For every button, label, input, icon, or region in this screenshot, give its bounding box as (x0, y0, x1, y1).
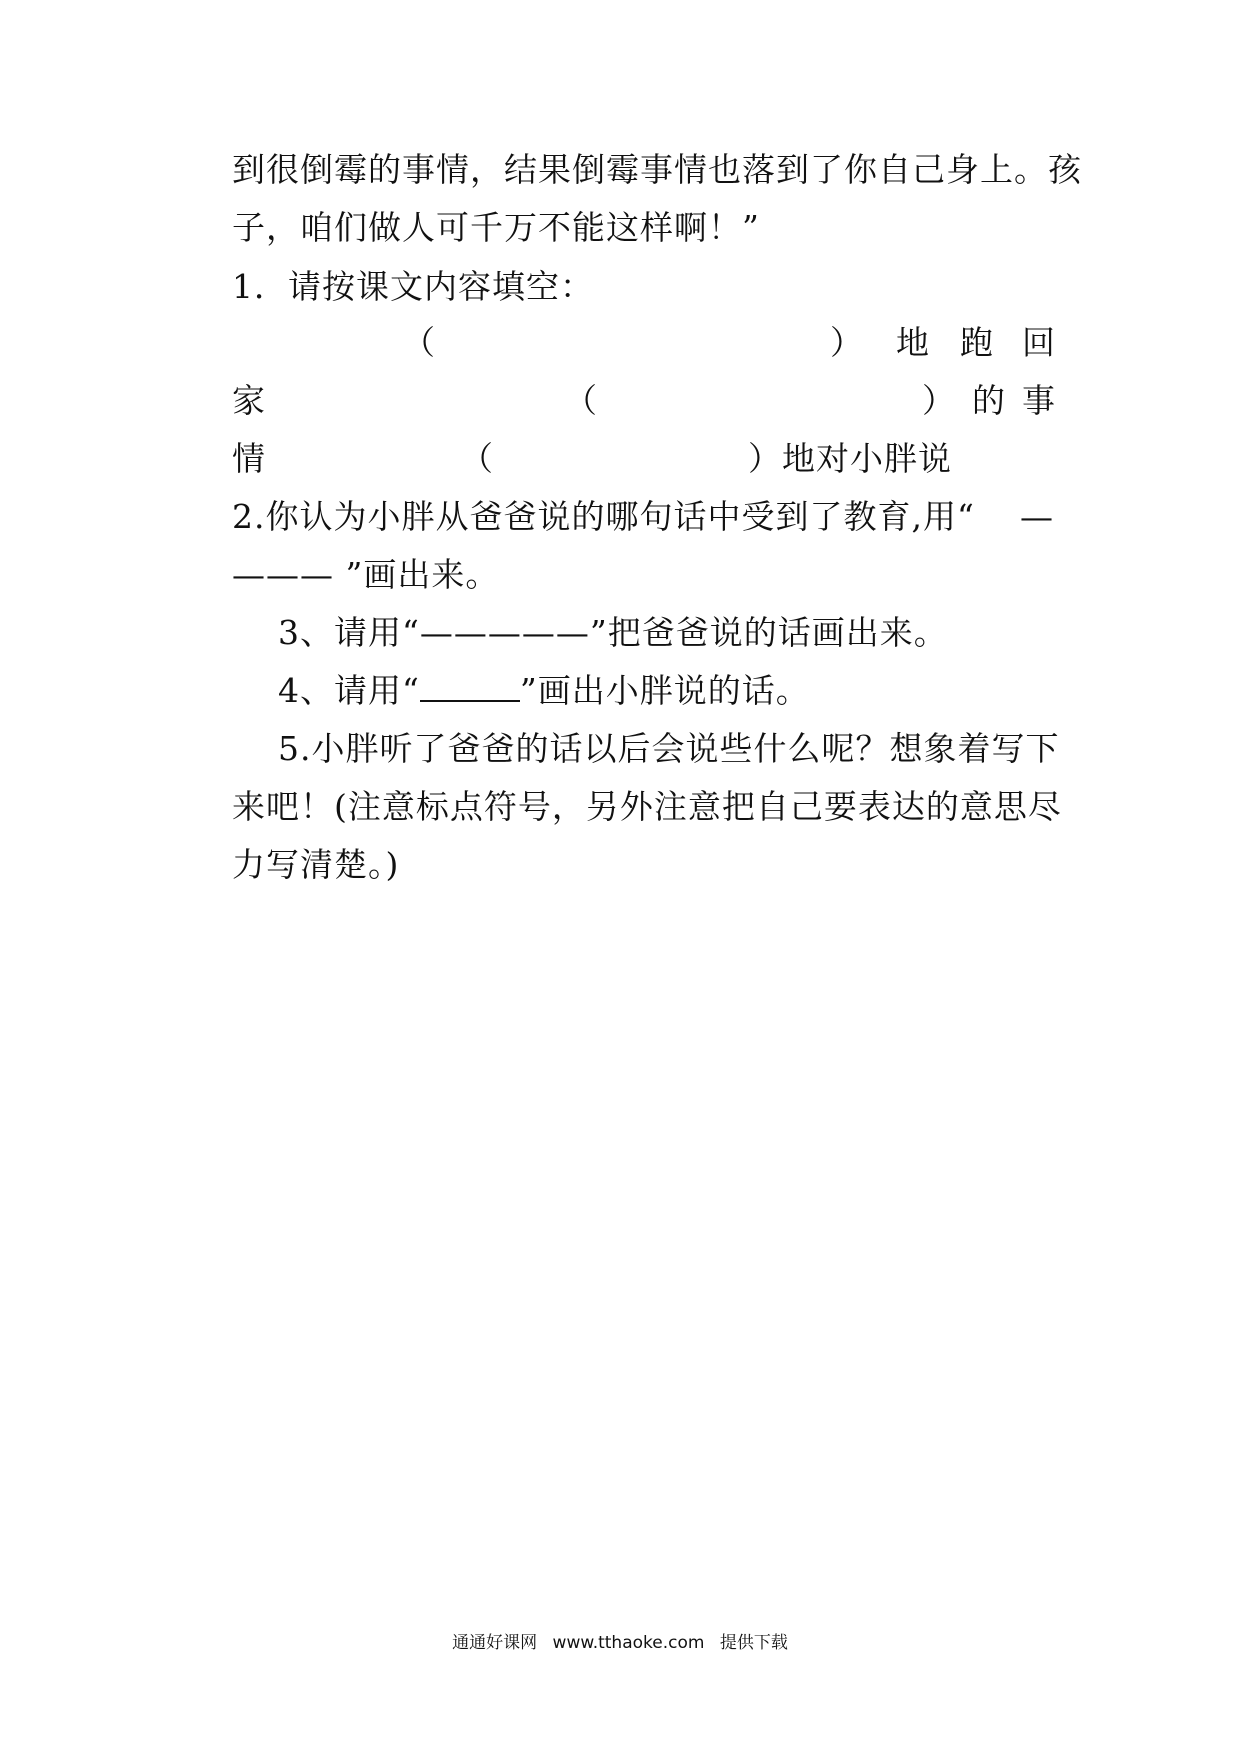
blank-close-paren: ） (922, 381, 956, 420)
question-1-prompt: 1．请按课文内容填空： (232, 267, 594, 306)
passage-line-1: 到 很 倒 霉 的 事 情 ， 结 果 倒 霉 事 情 也 落 到 了 你 自 己 身 上 。 孩 (232, 150, 1082, 189)
question-2-text: 2.你认为小胖从爸爸说的哪句话中受到了教育,用“ (232, 497, 975, 536)
passage-line-2: 子，咱们做人可千万不能这样啊！” (232, 208, 760, 247)
question-4 (278, 671, 1054, 711)
row-char: 地 (896, 323, 930, 362)
question-2-line-2: ——— ”画出来。 (232, 555, 500, 594)
row-lead-char: 家 (232, 381, 266, 420)
question-5-line-1: 5.小胖听了爸爸的话以后会说些什么呢？想象着写下 (278, 729, 1060, 768)
question-4-after: ”画出小胖说的话。 (519, 671, 810, 710)
blank-close-paren: ） (830, 323, 864, 362)
row-char: 回 (1022, 323, 1056, 362)
question-2-line-1 (232, 497, 1054, 537)
blank-open-paren: （ (564, 381, 598, 420)
question-5-line-3: 力写清楚。) (232, 845, 400, 884)
question-5-line-2: 来 吧 ！ ( 注 意 标 点 符 号 ， 另 外 注 意 把 自 己 要 表 达 的 意 思 尽 (232, 787, 1062, 826)
blank-open-paren: （ (460, 439, 494, 478)
question-3: 3、请用“—————”把爸爸说的话画出来。 (278, 613, 948, 652)
underline-sample (420, 674, 520, 702)
row-lead-char: 情 (232, 439, 266, 478)
blank-open-paren: （ (402, 323, 436, 362)
footer-site-name: 通通好课网 (452, 1633, 538, 1653)
page-footer (0, 1628, 1240, 1653)
question-2-dash: — (1020, 497, 1054, 536)
row-char: 跑 (960, 323, 994, 362)
blank-close-text: ）地对小胖说 (748, 439, 952, 478)
footer-suffix: 提供下载 (719, 1633, 788, 1653)
row-char: 事 (1022, 381, 1056, 420)
question-4-before: 4、请用“ (278, 671, 420, 710)
row-char: 的 (972, 381, 1006, 420)
footer-url: www.tthaoke.com (552, 1633, 705, 1653)
